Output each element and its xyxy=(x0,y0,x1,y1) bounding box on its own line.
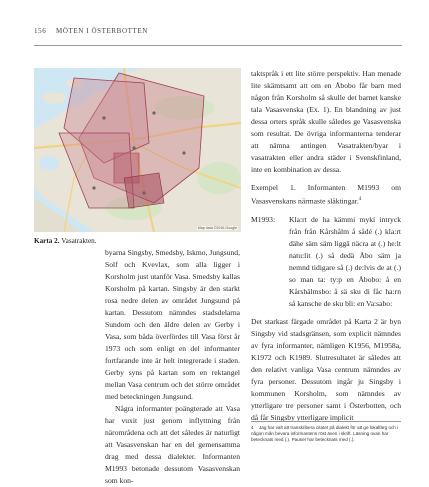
place-marker xyxy=(182,151,185,154)
footnote-mark: 4 xyxy=(358,197,362,202)
running-title: MÖTEN I ÖSTERBOTTEN xyxy=(56,27,148,35)
map-caption xyxy=(34,237,97,245)
footnote-text: Jag har valt att transkribera citatet på dialekt för att ge lokalfärg och i någon mån bevara informantens röst även i skrift. Läsning ovan har betecknats med (.). Pauser har betecknats med (.). xyxy=(251,425,399,442)
paragraph: taktspråk i ett lite större perspektiv. Han menade lite skämtsamt att om en Åbobo får barn med någon från Korsholm så skulle det barnet kanske tala Vasasvenska (Ex. 1). En blandning av just dessa orters språk skulle således ge Vasasvenska som resultat. De övriga informanterna tenderar att nämna antingen Vasatrakten/byar i vasatrakten eller andra städer i Svenskfinland, inte en kombination av dessa. xyxy=(251,69,401,174)
caption-label: Karta 2. xyxy=(34,237,60,245)
example-speaker: M1993: xyxy=(251,214,276,224)
place-marker xyxy=(92,186,95,189)
area-strongest xyxy=(124,173,164,208)
footnote xyxy=(251,425,401,443)
footnote-number: 4 xyxy=(251,425,254,430)
example-title: Exempel 1. Informanten M1993 om Vasasvenskans närmaste släktingar.$^4$ xyxy=(251,183,401,206)
running-header xyxy=(34,27,402,41)
paragraph: Det starkast färgade området på Karta 2 är byn Singsby vid stadsgränsen, som explicit nämndes av fyra informanter, nämligen K1956, M1958a, K1972 och K1989. Slutresultatet är således att den relativt vanliga Vasa centrum nämndes av fyra personer. Dessutom ingår ju Singsby i kommunen Korsholm, som nämndes av ytterligare tre personer samt i Österbotten, och då får Singsby ytterligare implicit xyxy=(251,316,401,422)
example-body: Kla:rt de ha kämmi mykí intryck från från Kårshålm å sådé (.) kla:rt dähe säm säm liggä näcra at (.) he:lt natu:lit (.) så dedä Åbo säm ja nemnd tidigare så (.) de:lvis de at (.) so man ta: ty:p en Åbobo: å en Kårshälmsbo: å sä sku di fåc ha:rn så kansche de sku bli: en Va:sabo: xyxy=(289,214,401,308)
place-marker xyxy=(152,111,155,114)
paragraph: byarna Singsby, Smedsby, Iskmo, Jungsund, Solf och Kvevlax, som alla ligger i Korsholm just utanför Vasa. Smedsby kallas Korsholm på kartan. Singsby är den starkt rosa nedre delen av området Jungsund på kartan. Dessutom nämndes stadsdelarna Sundom och den äldre delen av Gerby i Vasa, som båda överfördes till Vasa först år 1973 och som enligt en del informanter fortfarande inte är helt integrerade i staden. Gerby syns på kartan som en rektangel mellan Vasa centrum och det större området med beteckningen Jungsund. xyxy=(105,248,240,401)
map-credit: Map data ©2016 Google xyxy=(197,226,237,230)
right-column xyxy=(251,68,401,424)
page-number: 156 xyxy=(34,27,47,35)
paragraph: Några informanter poängterade att Vasa har vuxit just genom inflyttning från närområdena och att det således är naturligt att Vasasvenskan har en del gemensamma drag med dessa dialekter. Informanten M1993 betonade dessutom Vasasvenskan som kon- xyxy=(105,404,240,485)
left-column xyxy=(105,247,240,487)
place-marker xyxy=(132,146,135,149)
place-marker xyxy=(142,191,145,194)
caption-text: Vasatrakten. xyxy=(61,237,97,245)
place-marker xyxy=(102,116,105,119)
map-graphic xyxy=(34,68,241,232)
green-patch xyxy=(197,162,241,194)
map-figure xyxy=(34,68,241,232)
footnote-rule xyxy=(251,421,401,422)
example-quote xyxy=(251,214,401,310)
bay xyxy=(39,156,59,170)
island xyxy=(42,92,66,104)
header-rule xyxy=(34,45,402,46)
